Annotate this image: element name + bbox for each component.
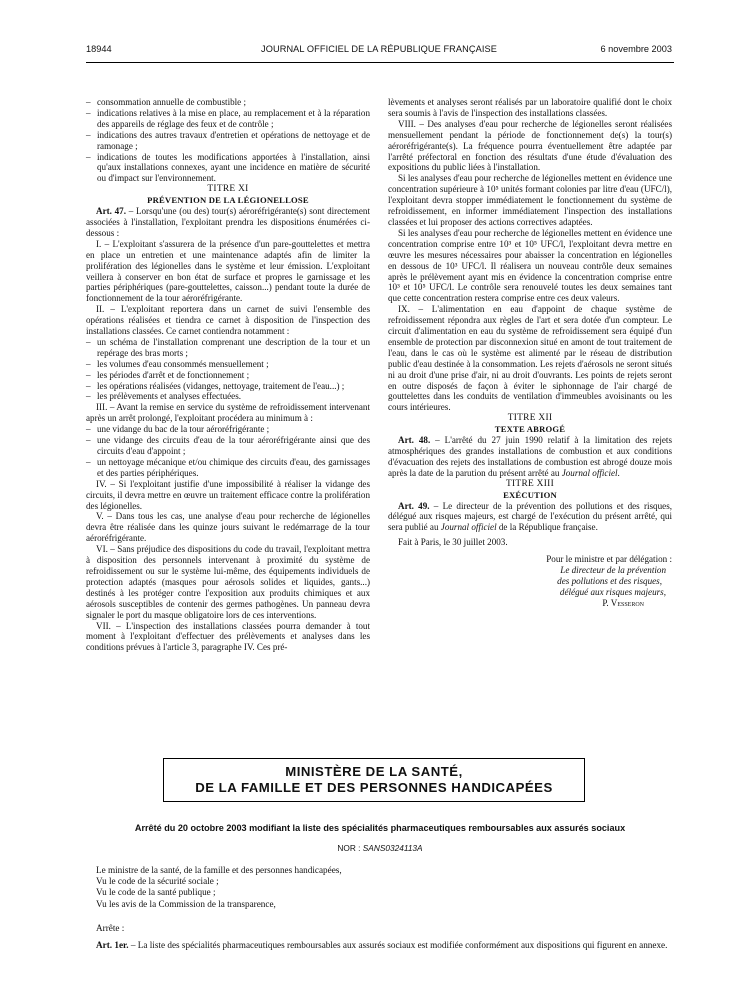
arrete-word: Arrête : — [96, 923, 125, 933]
article-48-end: . — [617, 467, 620, 478]
publication-date: 6 novembre 2003 — [600, 44, 672, 54]
nor-value: SANS0324113A — [362, 843, 423, 853]
page-number: 18944 — [86, 44, 112, 54]
fait-a-paris: Fait à Paris, le 30 juillet 2003. — [398, 537, 508, 548]
list-item: – indications relatives à la mise en place, au remplacement et à la réparation des appareils de réglage des feux et de contrôle ; — [86, 108, 370, 130]
journal-title: JOURNAL OFFICIEL DE LA RÉPUBLIQUE FRANÇAISE — [261, 44, 497, 54]
paragraph-III: III. – Avant la remise en service du système de refroidissement intervenant après un arrêt prolongé, l'exploitant procédera au minimum à : — [86, 402, 370, 424]
list-item: – les périodes d'arrêt et de fonctionnement ; — [86, 370, 370, 381]
signature-line: Pour le ministre et par délégation : — [546, 554, 672, 565]
journal-officiel-ref: Journal officiel — [561, 467, 618, 478]
titre-xii-heading: TITRE XII — [507, 413, 553, 424]
ministry-line-2: DE LA FAMILLE ET DES PERSONNES HANDICAPÉES — [195, 780, 553, 795]
visa-line: Vu le code de la sécurité sociale ; — [96, 876, 219, 887]
list-item: – une vidange du bac de la tour aéroréfrigérante ; — [86, 424, 370, 435]
article-49 — [388, 501, 672, 534]
signature-line: des pollutions et des risques, — [557, 575, 662, 586]
article-1-text: – La liste des spécialités pharmaceutiques remboursables aux assurés sociaux est modifiée conformément aux dispositions qui figurent en annexe. — [128, 940, 668, 950]
article-47 — [86, 206, 370, 239]
journal-officiel-ref: Journal officiel — [440, 522, 497, 533]
titre-xi-heading: TITRE XI — [207, 184, 249, 195]
paragraph-V: V. – Dans tous les cas, une analyse d'eau pour recherche de légionelles devra être réalisée dans les quinze jours suivant le redémarrage de la tour aéroréfrigérante. — [86, 511, 370, 544]
arrete-visas — [86, 865, 676, 910]
article-47-label: Art. 47. — [96, 206, 126, 217]
nor-label: NOR : — [337, 843, 363, 853]
list-item: – un schéma de l'installation comprenant une description de la tour et un repérage des bras morts ; — [86, 337, 370, 359]
paragraph-IX: IX. – L'alimentation en eau d'appoint de chaque système de refroidissement répondra aux règles de l'art et sera dotée d'un compteur. Le circuit d'alimentation en eau du système de refroidissement sera équipé d'un ensemble de protection par disconnexion situé en amont de tout traitement de l'eau, dans le cas où le système est alimenté par le réseau de distribution public d'eau destinée à la consommation. Les rejets d'aérosols ne seront situés ni au droit d'une prise d'air, ni au droit d'ouvrants. Les points de rejets seront en outre disposés de façon à éviter le siphonnage de l'air chargé de gouttelettes dans les conduits de ventilation d'immeubles avoisinants ou les cours intérieures. — [388, 304, 672, 413]
list-item: – indications de toutes les modifications apportées à l'installation, ainsi qu'aux installations connexes, ayant une incidence en matière de sécurité ou d'impact sur l'environnement. — [86, 152, 370, 185]
signature-line: délégué aux risques majeurs, — [559, 586, 666, 597]
titre-xiii-subheading: EXÉCUTION — [503, 489, 557, 500]
article-1-label: Art. 1er. — [96, 940, 129, 950]
article-49-label: Art. 49. — [398, 500, 430, 511]
paragraph-VIII-3: Si les analyses d'eau pour recherche de légionelles mettent en évidence une concentration comprise entre 10³ et 10⁵ UFC/l, l'exploitant devra mettre en œuvre les mesures nécessaires pour abaisser la concentration en légionelles en dessous de 10³ UFC/l. Il réalisera un nouveau contrôle deux semaines après le prélèvement ayant mis en évidence la concentration comprise entre 10³ et 10⁵ UFC/l. Le contrôle sera renouvelé toutes les deux semaines tant que cette concentration restera comprise entre ces deux valeurs. — [388, 227, 672, 304]
paragraph-VIII-2: Si les analyses d'eau pour recherche de légionelles mettent en évidence une concentration supérieure à 10⁵ unités formant colonies par litre d'eau (UFC/l), l'exploitant devra stopper immédiatement le fonctionnement du système de refroidissement, en informer immédiatement l'inspection des installations classées et lui proposer des actions correctives adaptées. — [388, 173, 672, 227]
left-column — [86, 97, 370, 653]
titre-xi-subheading: PRÉVENTION DE LA LÉGIONELLOSE — [147, 195, 309, 206]
article-49-text: – Le directeur de la prévention des pollutions et des risques, délégué aux risques majeurs, est chargé de l'exécution du présent arrêté, qui sera publié au — [388, 500, 673, 533]
paragraph-I: I. – L'exploitant s'assurera de la présence d'un pare-gouttelettes et mettra en place un entretien et une maintenance adaptés afin de limiter la prolifération des légionelles dans le système et leur émission. L'exploitant veillera à conserver en bon état de surface et propres le garnissage et les parties périphériques (pare-gouttelettes, caisson...) pendant toute la durée de fonctionnement de la tour aéroréfrigérante. — [86, 238, 370, 304]
header-rule — [86, 62, 674, 63]
paragraph-VI: VI. – Sans préjudice des dispositions du code du travail, l'exploitant mettra à disposition des personnels intervenant à proximité du système de refroidissement ou sur le système lui-même, des équipements individuels de protection adaptés (masques pour aérosols solides et liquides, gants...) destinés à les protéger contre l'exposition aux produits chimiques et aux aérosols susceptibles de contenir des germes pathogènes. Un panneau devra signaler le port du masque obligatoire lors de ces interventions. — [86, 544, 370, 620]
paragraph-II: II. – L'exploitant reportera dans un carnet de suivi l'ensemble des opérations réalisées et tiendra ce carnet à disposition de l'inspection des installations classées. Ce carnet contiendra notamment : — [86, 304, 370, 337]
titre-xii-subheading: TEXTE ABROGÉ — [494, 424, 566, 435]
paragraph-VII: VII. – L'inspection des installations classées pourra demander à tout moment à l'exploitant d'effectuer des prélèvements et analyses dans les conditions prévues à l'article 3, paragraphe IV. Ces pré- — [86, 620, 370, 653]
list-item: – un nettoyage mécanique et/ou chimique des circuits d'eau, des garnissages et des parties périphériques. — [86, 457, 370, 479]
list-item: – une vidange des circuits d'eau de la tour aéroréfrigérante ainsi que des circuits d'eau d'appoint ; — [86, 435, 370, 457]
article-48 — [388, 435, 672, 479]
signatory-name: P. Vesseron — [602, 597, 644, 608]
article-48-text: – L'arrêté du 27 juin 1990 relatif à la limitation des rejets atmosphériques des grandes installations de combustion et aux conditions d'évacuation des rejets des installations de combustion est abrogé douze mois après la date de la parution du présent arrêté au — [388, 435, 672, 478]
signature-block — [388, 554, 672, 609]
list-item: – indications des autres travaux d'entretien et opérations de nettoyage et de ramonage ; — [86, 130, 370, 152]
article-48-label: Art. 48. — [398, 435, 431, 446]
article-47-text: – Lorsqu'une (ou des) tour(s) aéroréfrigérante(s) sont directement associées à l'installation, l'exploitant prendra les dispositions énumérées ci-dessous : — [86, 206, 370, 238]
page-header — [86, 44, 672, 60]
right-column — [388, 97, 672, 609]
list-III — [86, 424, 370, 479]
ministry-heading-box — [163, 758, 585, 802]
article-49-end: de la République française. — [496, 522, 598, 533]
visa-line: Le ministre de la santé, de la famille et des personnes handicapées, — [96, 865, 342, 875]
list-item: – les volumes d'eau consommés mensuellement ; — [86, 359, 370, 370]
paragraph-VIII: VIII. – Des analyses d'eau pour recherche de légionelles seront réalisées mensuellement pendant la période de fonctionnement de(s) la tour(s) aéroréfrigérante(s). La fréquence pourra éventuellement être adaptée par l'arrêté préfectoral en fonction des résultats d'une étude d'évaluation des expositions du public liées à l'installation. — [388, 118, 672, 173]
list-II — [86, 337, 370, 402]
visa-line: Vu le code de la santé publique ; — [96, 887, 216, 898]
signature-line: Le directeur de la prévention — [560, 565, 666, 576]
list-item: – consommation annuelle de combustible ; — [86, 97, 370, 108]
article-1-block — [86, 940, 676, 951]
titre-xiii-heading: TITRE XIII — [505, 478, 555, 489]
list-item: – les prélèvements et analyses effectuées. — [86, 391, 370, 402]
nor-reference — [86, 843, 674, 853]
article-1 — [86, 940, 676, 951]
paragraph-VII-continued: lèvements et analyses seront réalisés par un laboratoire qualifié dont le choix sera soumis à l'avis de l'inspection des installations classées. — [388, 97, 672, 118]
visa-line: Vu les avis de la Commission de la transparence, — [96, 898, 276, 909]
arrete-title: Arrêté du 20 octobre 2003 modifiant la liste des spécialités pharmaceutiques remboursables aux assurés sociaux — [134, 823, 626, 833]
list-item: – les opérations réalisées (vidanges, nettoyage, traitement de l'eau...) ; — [86, 381, 370, 392]
list-top — [86, 97, 370, 184]
ministry-line-1: MINISTÈRE DE LA SANTÉ, — [285, 764, 463, 779]
arrete-word-block — [86, 923, 676, 934]
paragraph-IV: IV. – Si l'exploitant justifie d'une impossibilité à réaliser la vidange des circuits, il devra mettre en œuvre un traitement efficace contre la prolifération des légionelles. — [86, 478, 370, 511]
